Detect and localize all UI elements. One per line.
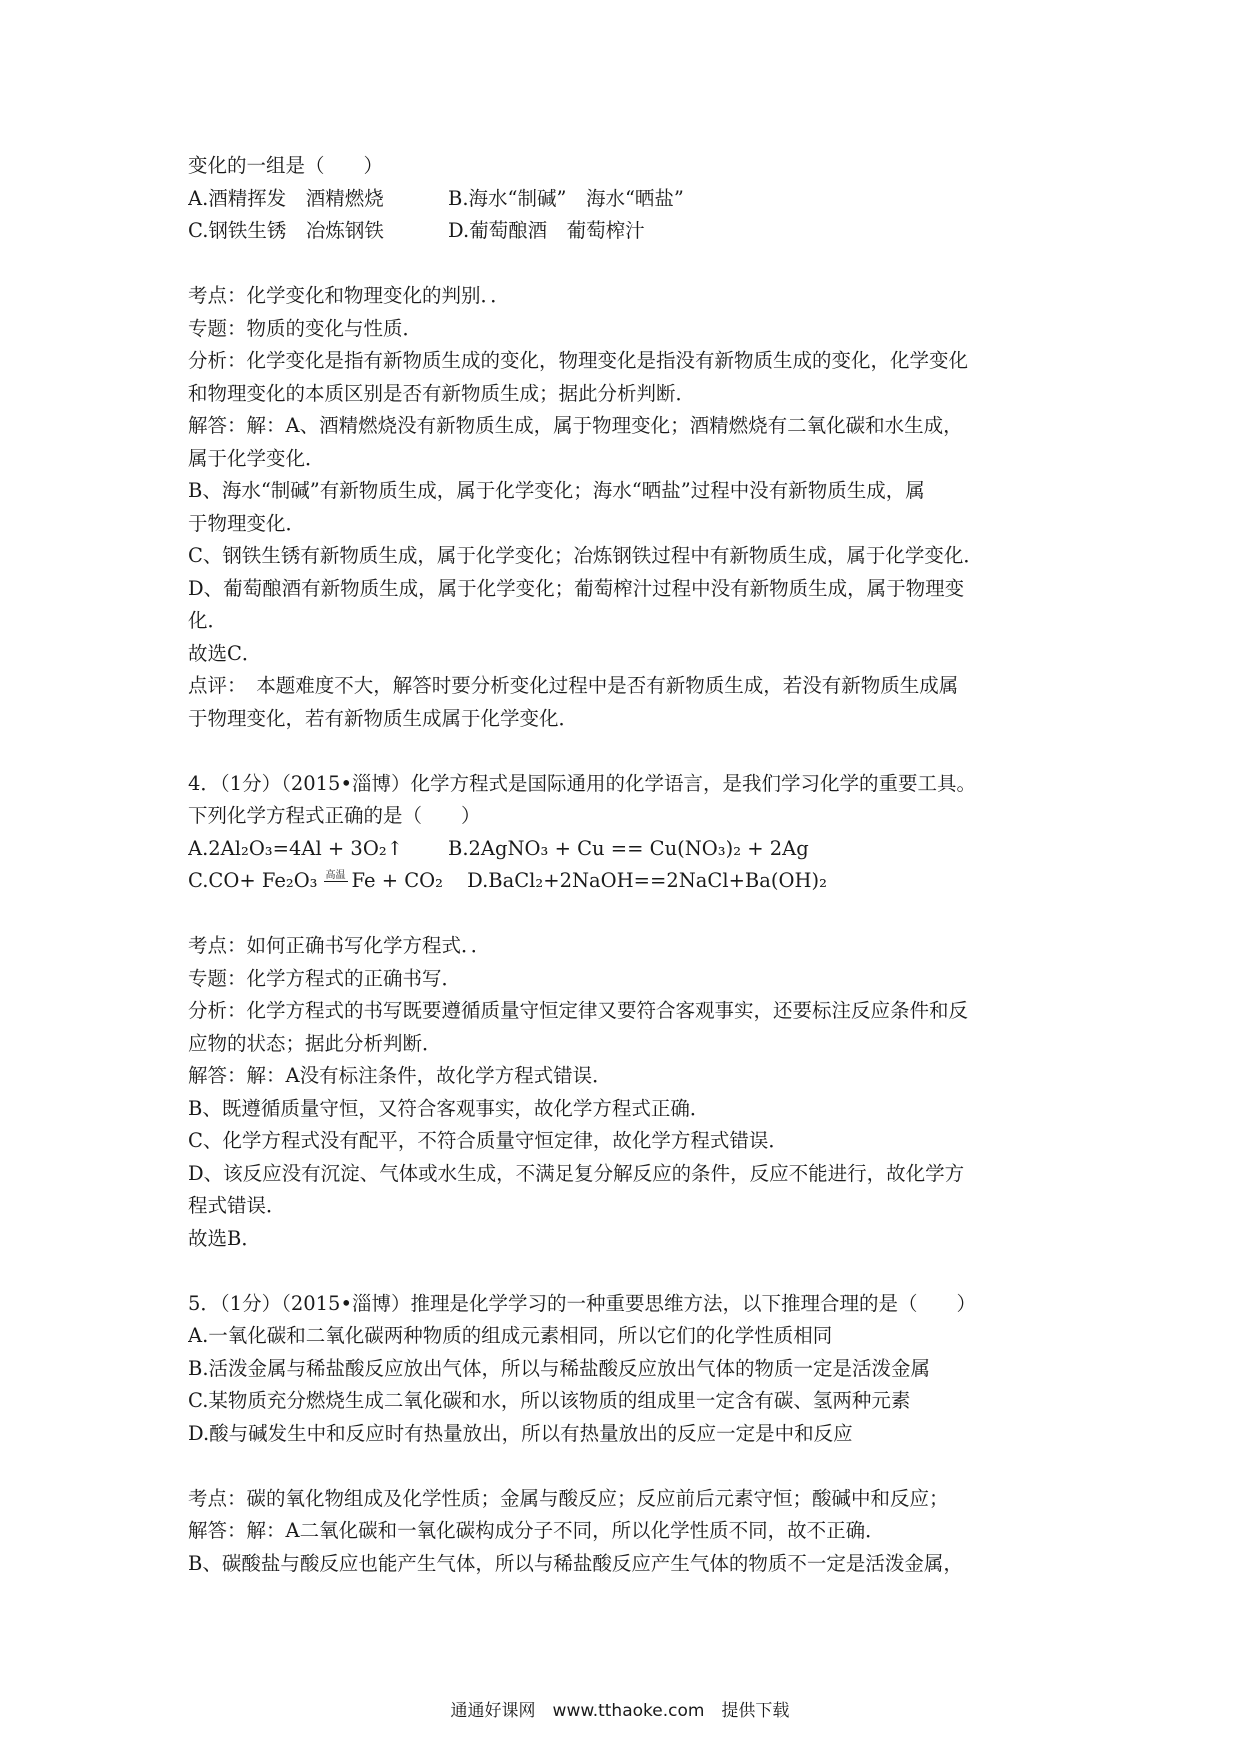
- q4-option-c-products: Fe + CO₂: [351, 869, 443, 892]
- q3-choice: 故选C．: [188, 641, 262, 665]
- q3-comment-line-2: 于物理变化，若有新物质生成属于化学变化．: [188, 706, 579, 730]
- q5-option-c: C.某物质充分燃烧生成二氧化碳和水，所以该物质的组成里一定含有碳、氢两种元素: [188, 1389, 911, 1412]
- q3-comment-line-1: 点评： 本题难度不大，解答时要分析变化过程中是否有新物质生成，若没有新物质生成属: [188, 674, 959, 697]
- q4-choice: 故选B．: [188, 1226, 261, 1250]
- q5-answer-line-2: B、碳酸盐与酸反应也能产生气体，所以与稀盐酸反应产生气体的物质不一定是活泼金属，: [188, 1551, 963, 1575]
- q3-analysis-line-1: 分析：化学变化是指有新物质生成的变化，物理变化是指没有新物质生成的变化，化学变化: [188, 349, 969, 372]
- q4-analysis-line-1: 分析：化学方程式的书写既要遵循质量守恒定律又要符合客观事实，还要标注反应条件和反: [188, 999, 969, 1022]
- q5-option-d: D.酸与碱发生中和反应时有热量放出，所以有热量放出的反应一定是中和反应: [188, 1421, 853, 1445]
- q4-answer-line-5: 程式错误．: [188, 1194, 286, 1217]
- q4-answer-line-3: C、化学方程式没有配平，不符合质量守恒定律，故化学方程式错误．: [188, 1129, 788, 1152]
- q4-answer-line-1: 解答：解：A没有标注条件，故化学方程式错误．: [188, 1064, 612, 1087]
- q3-answer-line-1: 解答：解：A、酒精燃烧没有新物质生成，属于物理变化；酒精燃烧有二氧化碳和水生成，: [188, 414, 963, 437]
- q3-options-ab: [188, 183, 1068, 216]
- q3-answer-line-3: B、海水“制碱”有新物质生成，属于化学变化；海水“晒盐”过程中没有新物质生成，属: [188, 479, 925, 502]
- q3-answer-line-4: 于物理变化．: [188, 511, 306, 535]
- q3-answer-line-7: 化．: [188, 609, 228, 632]
- q4-options-ab: [188, 833, 1068, 866]
- q5-option-b: B.活泼金属与稀盐酸反应放出气体，所以与稀盐酸反应放出气体的物质一定是活泼金属: [188, 1356, 931, 1380]
- q3-option-d: D.葡萄酿酒 葡萄榨汁: [448, 219, 645, 242]
- q4-option-d: D.BaCl₂+2NaOH==2NaCl+Ba(OH)₂: [467, 869, 827, 892]
- q3-option-c: C.钢铁生锈 冶炼钢铁: [188, 219, 384, 242]
- q3-answer-line-5: C、钢铁生锈有新物质生成，属于化学变化；冶炼钢铁过程中有新物质生成，属于化学变化．: [188, 544, 983, 567]
- q5-answer-line-1: 解答：解：A二氧化碳和一氧化碳构成分子不同，所以化学性质不同，故不正确．: [188, 1519, 885, 1542]
- q4-kaodian: 考点：如何正确书写化学方程式．．: [188, 934, 491, 957]
- q4-option-a: A.2Al₂O₃=4Al + 3O₂↑: [188, 836, 403, 860]
- page-footer: 通通好课网 www.tthaoke.com 提供下载: [450, 1701, 790, 1721]
- q4-stem-line-1: 4．（1分）（2015•淄博）化学方程式是国际通用的化学语言，是我们学习化学的重要工具。: [188, 771, 976, 795]
- q3-kaodian: 考点：化学变化和物理变化的判别．．: [188, 284, 510, 307]
- reaction-condition-mark: 高温: [325, 870, 346, 881]
- document-page: [188, 150, 1068, 1580]
- q4-answer-line-2: B、既遵循质量守恒，又符合客观事实，故化学方程式正确．: [188, 1096, 710, 1120]
- q3-option-b: B.海水“制碱” 海水“晒盐”: [448, 186, 684, 210]
- q4-zhuanti: 专题：化学方程式的正确书写．: [188, 966, 462, 990]
- q5-option-a: A.一氧化碳和二氧化碳两种物质的组成元素相同，所以它们的化学性质相同: [188, 1324, 833, 1347]
- q5-kaodian: 考点：碳的氧化物组成及化学性质；金属与酸反应；反应前后元素守恒；酸碱中和反应；: [188, 1486, 949, 1510]
- q4-stem-line-2: 下列化学方程式正确的是（ ）: [188, 804, 481, 827]
- q4-option-c: [188, 865, 443, 898]
- q3-zhuanti: 专题：物质的变化与性质．: [188, 316, 423, 340]
- q3-options-cd: [188, 215, 1068, 248]
- q4-option-c-reactants: C.CO+ Fe₂O₃: [188, 869, 318, 892]
- q3-analysis-line-2: 和物理变化的本质区别是否有新物质生成；据此分析判断．: [188, 381, 696, 405]
- q4-analysis-line-2: 应物的状态；据此分析判断．: [188, 1031, 442, 1055]
- q4-options-cd: [188, 865, 1068, 898]
- q3-stem-tail: 变化的一组是（ ）: [188, 154, 384, 177]
- q3-option-a: A.酒精挥发 酒精燃烧: [188, 186, 384, 210]
- q4-option-b: B.2AgNO₃ + Cu == Cu(NO₃)₂ + 2Ag: [448, 836, 809, 860]
- q3-answer-line-2: 属于化学变化．: [188, 446, 325, 470]
- q5-stem: 5．（1分）（2015•淄博）推理是化学学习的一种重要思维方法，以下推理合理的是（ ）: [188, 1291, 976, 1315]
- q4-answer-line-4: D、该反应没有沉淀、气体或水生成，不满足复分解反应的条件，反应不能进行，故化学方: [188, 1161, 965, 1185]
- q3-answer-line-6: D、葡萄酿酒有新物质生成，属于化学变化；葡萄榨汁过程中没有新物质生成，属于物理变: [188, 576, 965, 600]
